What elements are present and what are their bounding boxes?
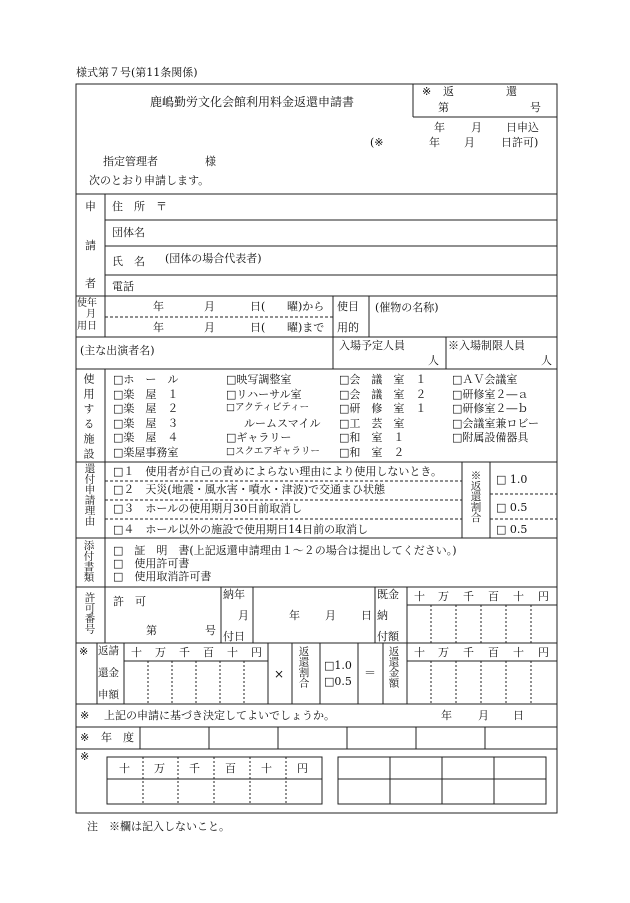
- facility-col3-2-text: 研 修 室 １: [349, 402, 427, 416]
- bottom-digit-1: 万: [154, 762, 165, 775]
- attachment-3-text: 使用取消許可書: [134, 570, 212, 583]
- calc-ratio-1-text: 1.0: [334, 659, 352, 672]
- permit-year: 年: [429, 136, 440, 149]
- paid-digit-5: 円: [538, 590, 549, 603]
- paid-year: 年: [289, 609, 300, 622]
- facility-col2-1-text: リハーサル室: [236, 387, 302, 401]
- facility-col2-1[interactable]: [226, 389, 302, 400]
- ratio-option-1-text: 1.0: [509, 473, 528, 486]
- paid-day: 日: [361, 609, 372, 622]
- facility-col4-3[interactable]: [452, 418, 539, 429]
- paid-digit-3: 百: [488, 590, 499, 603]
- from-year: 年: [153, 300, 164, 313]
- facility-col3-5-text: 和 室 ２: [349, 446, 405, 459]
- reason-2[interactable]: [113, 484, 385, 495]
- attachment-3[interactable]: [113, 571, 211, 582]
- permit-date-open: (※: [370, 136, 384, 149]
- facility-col3-4[interactable]: [339, 432, 404, 443]
- reason-1-text: １ 使用者が自己の責めによらない理由により使用しないとき。: [123, 465, 442, 478]
- facility-col1-4-text: 楽 屋 ４: [123, 431, 179, 445]
- event-name-field[interactable]: (催物の名称): [375, 301, 439, 314]
- last-mark: ※: [80, 750, 90, 763]
- approval-text: 上記の申請に基づき決定してよいでしょうか。: [104, 709, 335, 722]
- return-digit-4: 十: [513, 646, 524, 659]
- facility-col2-4[interactable]: [226, 432, 291, 443]
- facility-col3-3-text: 工 芸 室: [349, 416, 405, 430]
- facility-col2-0-text: 映写調整室: [236, 373, 292, 386]
- facility-col1-3-text: 楽 屋 ３: [123, 416, 179, 430]
- bottom-digit-0: 十: [119, 762, 130, 775]
- paid-amount-label-1: 既金: [377, 588, 399, 601]
- facility-col3-1[interactable]: [339, 389, 426, 400]
- form-number: 様式第７号(第11条関係): [76, 66, 198, 79]
- return-ratio-side-label: ※返還割合: [469, 470, 482, 523]
- to-day: 日(: [250, 321, 266, 334]
- request-digit-5: 円: [251, 646, 262, 659]
- purpose-label-2: 用的: [337, 321, 359, 334]
- facility-col1-2-text: 楽 屋 ２: [123, 402, 179, 416]
- apply-day: 日申込: [506, 121, 539, 134]
- request-digit-0: 十: [131, 646, 142, 659]
- paid-amount-label-3: 付額: [377, 630, 399, 643]
- attachment-2[interactable]: [113, 558, 189, 569]
- bottom-digit-2: 千: [189, 762, 200, 775]
- attachment-1-text: 証 明 書(上記返還申請理由１〜２の場合は提出してください。): [134, 544, 457, 557]
- return-digit-1: 万: [438, 646, 449, 659]
- request-label-3: 申額: [98, 689, 119, 701]
- facility-col1-5-text: 楽屋事務室: [123, 446, 179, 459]
- paid-date-label-2: 月: [238, 609, 249, 622]
- period-label-1: 使年: [77, 298, 97, 309]
- fiscal-year-label: 年 度: [101, 731, 134, 744]
- facility-col1-0-text: ホ ー ル: [123, 373, 179, 386]
- ratio-option-2[interactable]: [496, 502, 527, 513]
- facility-col2-5-text: スクエアギャラリー: [234, 446, 320, 457]
- calc-ratio-2[interactable]: [324, 676, 352, 687]
- paid-amount-label-2: 納: [377, 609, 388, 622]
- ratio-option-2-text: 0.5: [509, 501, 528, 514]
- to-year: 年: [153, 321, 164, 334]
- facility-col4-4-text: 附属設備器具: [462, 431, 529, 445]
- reason-1[interactable]: [113, 466, 442, 477]
- paid-digit-1: 万: [438, 590, 449, 603]
- return-mark: ※: [422, 85, 432, 98]
- facility-col2-3-text: ルームスマイル: [244, 416, 321, 430]
- return-label: 返: [443, 85, 454, 98]
- bottom-digit-3: 百: [225, 762, 236, 775]
- footnote: 注 ※欄は記入しないこと。: [87, 820, 230, 833]
- apply-month: 月: [471, 121, 482, 134]
- facility-col3-5[interactable]: [339, 447, 404, 458]
- manager-label: 指定管理者: [103, 155, 158, 168]
- paid-month: 月: [325, 609, 336, 622]
- request-digit-1: 万: [155, 646, 166, 659]
- form-title: 鹿嶋勤労文化会館利用料金返還申請書: [150, 95, 355, 109]
- facility-col3-3[interactable]: [339, 418, 404, 429]
- return-label-2: 還: [506, 85, 517, 98]
- facility-col1-4[interactable]: [113, 432, 178, 443]
- ratio-option-3[interactable]: [496, 524, 527, 535]
- facility-col1-3[interactable]: [113, 418, 178, 429]
- to-weekday: 曜)まで: [287, 321, 325, 334]
- request-digit-3: 百: [203, 646, 214, 659]
- performer-field[interactable]: (主な出演者名): [80, 344, 155, 357]
- manager-sama: 様: [205, 155, 216, 168]
- request-digit-4: 十: [227, 646, 238, 659]
- applicant-side-3: 者: [85, 277, 96, 290]
- apply-year: 年: [434, 121, 445, 134]
- request-digit-2: 千: [179, 646, 190, 659]
- return-amount-label: 返還金額: [387, 646, 400, 688]
- facility-col1-1-text: 楽 屋 １: [123, 387, 179, 401]
- applicant-side-1: 申: [85, 200, 96, 213]
- facility-col4-1[interactable]: [452, 389, 528, 400]
- facilities-side-label: 使用する施設: [82, 373, 95, 463]
- facility-col2-5[interactable]: [226, 447, 320, 457]
- facility-col4-0[interactable]: [452, 374, 517, 385]
- calc-ratio-2-text: 0.5: [334, 675, 352, 688]
- facility-col4-0-text: ＡＶ会議室: [462, 373, 518, 386]
- facility-col3-1-text: 会 議 室 ２: [349, 387, 427, 401]
- facility-col2-2[interactable]: [226, 403, 309, 413]
- facility-col3-4-text: 和 室 １: [349, 431, 405, 445]
- calc-mark: ※: [79, 645, 89, 658]
- approval-year: 年: [441, 709, 452, 722]
- paid-digit-4: 十: [513, 590, 524, 603]
- fiscal-mark: ※: [80, 731, 90, 744]
- reason-2-text: ２ 天災(地震・風水害・噴水・津波)で交通まひ状態: [123, 483, 385, 496]
- period-label-2: 月: [86, 309, 96, 320]
- reason-4[interactable]: [113, 524, 368, 535]
- facility-col1-5[interactable]: [113, 447, 178, 458]
- facility-col1-1[interactable]: [113, 389, 178, 400]
- permit-gou: 号: [205, 624, 216, 637]
- group-name-field[interactable]: 団体名: [112, 226, 145, 239]
- return-digit-3: 百: [488, 646, 499, 659]
- ratio-label: 返還割合: [297, 646, 310, 688]
- applicant-side-2: 請: [85, 239, 96, 252]
- paid-digit-0: 十: [414, 590, 425, 603]
- attachment-1[interactable]: [113, 545, 457, 556]
- return-gou: 号: [530, 101, 541, 114]
- times-sign: ×: [274, 667, 285, 681]
- facility-col4-4[interactable]: [452, 432, 528, 443]
- approval-day: 日: [513, 709, 524, 722]
- calc-ratio-1[interactable]: [324, 660, 352, 671]
- bottom-digit-4: 十: [261, 762, 272, 775]
- permit-number-side-label: 許可番号: [83, 592, 96, 634]
- facility-col4-2[interactable]: [452, 403, 528, 414]
- ratio-option-3-text: 0.5: [509, 523, 528, 536]
- attachments-side-label: 添付書類: [82, 540, 95, 582]
- attachment-2-text: 使用許可書: [134, 557, 190, 570]
- intro-text: 次のとおり申請します。: [89, 174, 210, 187]
- permit-dai: 第: [146, 624, 157, 637]
- approval-month: 月: [478, 709, 489, 722]
- address-field[interactable]: 住 所 〒: [112, 200, 167, 213]
- facility-col2-4-text: ギャラリー: [236, 431, 292, 445]
- permit-month: 月: [464, 136, 475, 149]
- reason-4-text: ４ ホール以外の施設で使用期日14日前の取消し: [123, 523, 369, 536]
- equals-sign: ＝: [364, 666, 377, 680]
- facility-col3-0-text: 会 議 室 １: [349, 373, 427, 386]
- return-digit-2: 千: [463, 646, 474, 659]
- from-day: 日(: [250, 300, 266, 313]
- facility-col4-2-text: 研修室２―ｂ: [462, 402, 529, 416]
- request-label-1: 返請: [98, 645, 119, 657]
- name-note: (団体の場合代表者): [165, 252, 262, 265]
- attendance-unit: 人: [428, 354, 439, 367]
- facility-col2-2-text: アクティビティー: [234, 402, 310, 414]
- to-month: 月: [204, 321, 215, 334]
- purpose-label-1: 使目: [337, 300, 359, 313]
- facility-col2-0[interactable]: [226, 374, 291, 385]
- paid-digit-2: 千: [463, 590, 474, 603]
- return-digit-5: 円: [538, 646, 549, 659]
- phone-field[interactable]: 電話: [112, 280, 134, 293]
- facility-col3-2[interactable]: [339, 403, 426, 414]
- request-label-2: 還金: [98, 667, 119, 679]
- attendance-label: 入場予定人員: [339, 339, 405, 352]
- paid-date-label-3: 付日: [223, 630, 245, 643]
- return-dai: 第: [438, 101, 449, 114]
- permit-label: 許 可: [113, 595, 146, 608]
- facility-col3-0[interactable]: [339, 374, 426, 385]
- facility-col4-1-text: 研修室２―ａ: [462, 387, 529, 401]
- facility-col1-0[interactable]: [113, 374, 178, 385]
- ratio-option-1[interactable]: [496, 474, 527, 485]
- paid-date-label-1: 納年: [223, 588, 245, 601]
- period-label-3: 用日: [77, 321, 97, 332]
- from-month: 月: [204, 300, 215, 313]
- reason-3[interactable]: [113, 503, 302, 514]
- reasons-side-label: 還付申請理由: [83, 463, 96, 526]
- limit-unit: 人: [541, 354, 552, 367]
- bottom-digit-5: 円: [297, 762, 308, 775]
- facility-col2-3: [244, 418, 321, 429]
- approval-mark: ※: [80, 709, 90, 722]
- from-weekday: 曜)から: [287, 300, 325, 313]
- permit-day: 日許可): [501, 136, 539, 149]
- facility-col4-3-text: 会議室兼ロビー: [462, 416, 539, 430]
- return-digit-0: 十: [414, 646, 425, 659]
- facility-col1-2[interactable]: [113, 403, 178, 414]
- reason-3-text: ３ ホールの使用期月30日前取消し: [123, 502, 303, 515]
- limit-label: ※入場制限人員: [448, 339, 525, 352]
- name-field[interactable]: 氏 名: [112, 255, 145, 268]
